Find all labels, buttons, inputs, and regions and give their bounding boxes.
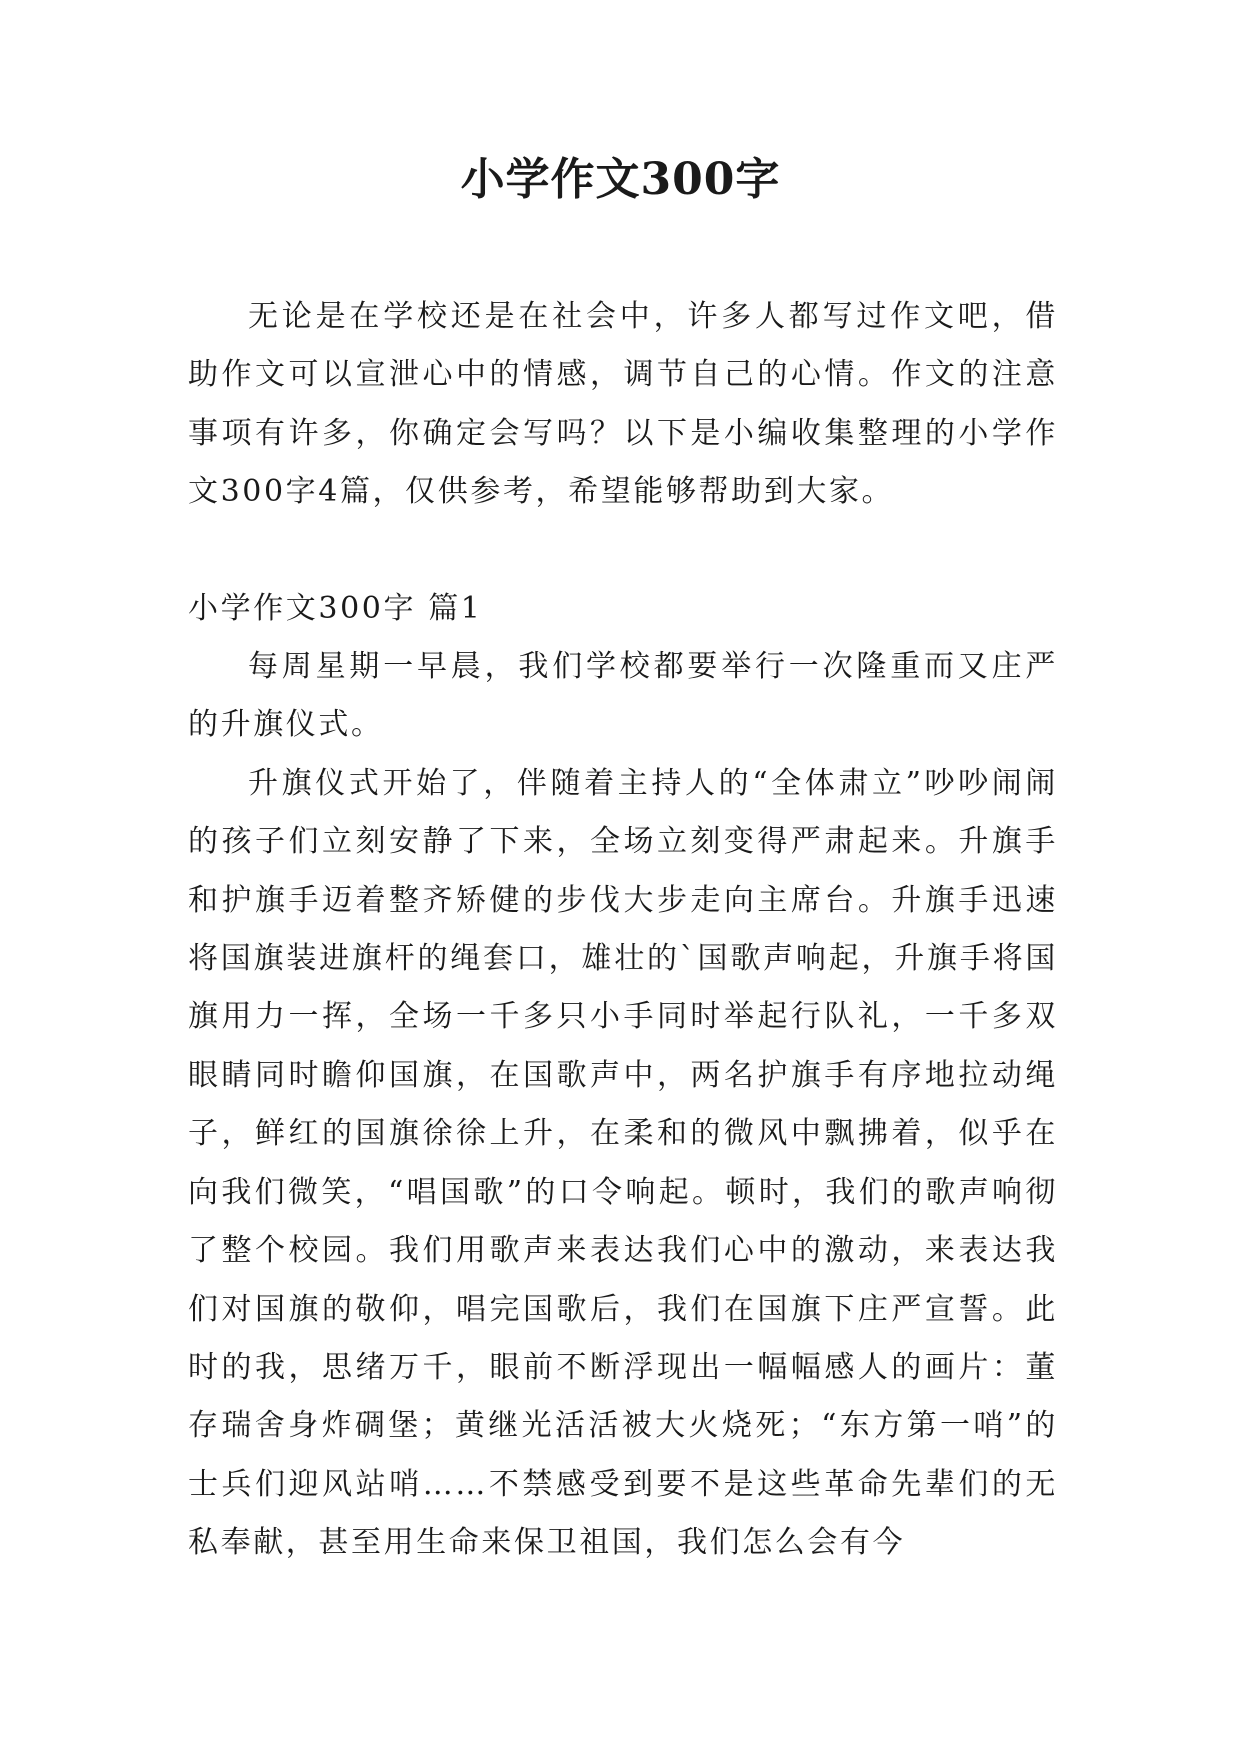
document-title: 小学作文300字 — [460, 154, 781, 205]
body-paragraph-1: 每周星期一早晨，我们学校都要举行一次隆重而又庄严的升旗仪式。 — [188, 649, 1058, 743]
document-body — [188, 288, 1058, 1573]
section-heading: 小学作文300字 篇1 — [188, 590, 483, 626]
body-paragraph-2: 升旗仪式开始了，伴随着主持人的“全体肃立”吵吵闹闹的孩子们立刻安静了下来，全场立刻变得严肃起来。升旗手和护旗手迈着整齐矫健的步伐大步走向主席台。升旗手迅速将国旗装进旗杆的绳套口，雄壮的`国歌声响起，升旗手将国旗用力一挥，全场一千多只小手同时举起行队礼，一千多双眼睛同时瞻仰国旗，在国歌声中，两名护旗手有序地拉动绳子，鲜红的国旗徐徐上升，在柔和的微风中飘拂着，似乎在向我们微笑，“唱国歌”的口令响起。顿时，我们的歌声响彻了整个校园。我们用歌声来表达我们心中的激动，来表达我们对国旗的敬仰，唱完国歌后，我们在国旗下庄严宣誓。此时的我，思绪万千，眼前不断浮现出一幅幅感人的画片：董存瑞舍身炸碉堡；黄继光活活被大火烧死；“东方第一哨”的士兵们迎风站哨……不禁感受到要不是这些革命先辈们的无私奉献，甚至用生命来保卫祖国，我们怎么会有今 — [188, 765, 1058, 1561]
intro-paragraph: 无论是在学校还是在社会中，许多人都写过作文吧，借助作文可以宣泄心中的情感，调节自己的心情。作文的注意事项有许多，你确定会写吗？以下是小编收集整理的小学作文300字4篇，仅供参考，希望能够帮助到大家。 — [188, 299, 1058, 510]
